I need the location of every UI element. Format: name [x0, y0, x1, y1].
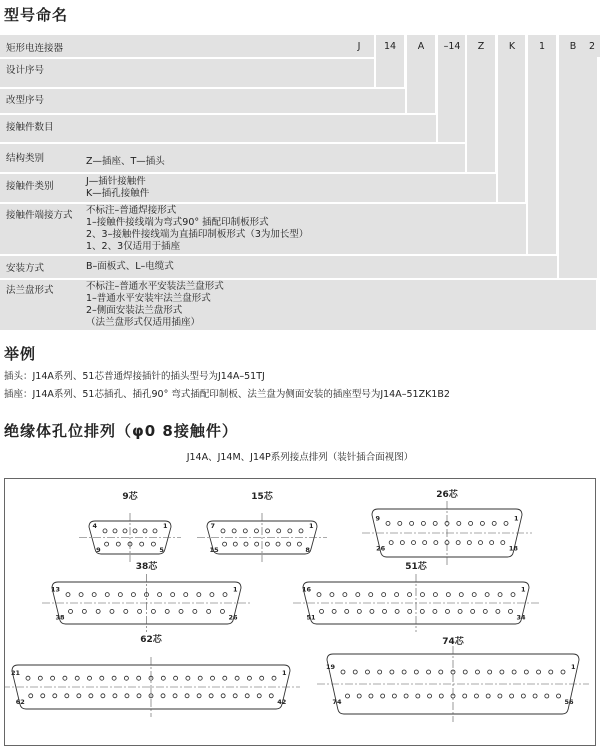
contact-pin [410, 521, 414, 525]
row-label: 接触件类别 [6, 181, 54, 192]
contact-arrangement-panel [4, 478, 596, 746]
contact-pin [521, 694, 525, 698]
contact-pin [478, 541, 482, 545]
contact-pin [75, 676, 79, 680]
pin-number-label: 16 [301, 585, 311, 594]
contact-arrangement-figure [5, 479, 595, 745]
contact-pin [471, 609, 475, 613]
pin-number-label: 1 [521, 585, 526, 594]
contact-pin [220, 609, 224, 613]
contact-pin [549, 670, 553, 674]
contact-pin [561, 670, 565, 674]
contact-pin [63, 676, 67, 680]
pin-number-label: 18 [508, 544, 518, 553]
pin-number-label: 9 [375, 514, 380, 523]
row-desc: 不标注–普通焊接形式 [86, 205, 177, 216]
contact-pin [357, 609, 361, 613]
row-desc: Z—插座、T—插头 [86, 156, 165, 167]
connector-title: 26芯 [436, 490, 458, 500]
contact-pin [165, 609, 169, 613]
contact-pin [439, 694, 443, 698]
contact-pin [356, 593, 360, 597]
connector-title: 51芯 [405, 562, 427, 572]
row-desc: 1–普通水平安装牢法兰盘形式 [86, 293, 211, 304]
contact-pin [53, 694, 57, 698]
pin-number-label: 26 [376, 544, 386, 553]
contact-pin [353, 670, 357, 674]
contact-pin [161, 694, 165, 698]
contact-pin [381, 694, 385, 698]
contact-pin [124, 609, 128, 613]
pin-number-label: 1 [309, 521, 314, 530]
contact-pin [320, 609, 324, 613]
contact-pin [433, 593, 437, 597]
contact-pin [186, 676, 190, 680]
connector-title: 9芯 [122, 492, 138, 502]
row-bg [0, 144, 465, 172]
contact-pin [498, 694, 502, 698]
contact-pin [299, 529, 303, 533]
pin-number-label: 74 [332, 698, 342, 706]
contact-pin [235, 676, 239, 680]
contact-pin [389, 541, 393, 545]
contact-pin [378, 670, 382, 674]
contact-pin [207, 609, 211, 613]
contact-pin [537, 670, 541, 674]
contact-pin [174, 676, 178, 680]
contact-pin [257, 694, 261, 698]
pin-number-label: 1 [282, 669, 287, 678]
contact-pin [488, 670, 492, 674]
row-bg [0, 89, 405, 113]
code-letter: 2 [588, 41, 596, 52]
row-desc: B–面板式、L–电缆式 [86, 261, 174, 272]
contact-pin [330, 593, 334, 597]
contact-pin [414, 670, 418, 674]
row-bg [0, 174, 496, 202]
contact-pin [383, 609, 387, 613]
pin-number-label: 5 [159, 546, 164, 555]
contact-pin [151, 542, 155, 546]
row-label: 接触件数目 [6, 122, 54, 133]
contact-pin [485, 593, 489, 597]
contact-pin [288, 529, 292, 533]
contact-pin [345, 694, 349, 698]
contact-pin [65, 694, 69, 698]
contact-pin [365, 670, 369, 674]
pin-number-label: 1 [163, 521, 168, 530]
contact-pin [486, 694, 490, 698]
contact-pin [77, 694, 81, 698]
code-letter: 1 [538, 41, 546, 52]
contact-pin [221, 529, 225, 533]
contact-pin [459, 593, 463, 597]
contact-pin [428, 694, 432, 698]
example-title: 举例 [4, 345, 37, 363]
row-desc: （法兰盘形式仅适用插座） [86, 317, 201, 328]
contact-pin [395, 593, 399, 597]
contact-pin [260, 676, 264, 680]
pin-number-label: 26 [228, 613, 238, 622]
pin-number-label: 51 [306, 613, 316, 622]
row-label: 法兰盘形式 [6, 285, 54, 296]
row-desc: J—插针接触件 [86, 176, 146, 187]
row-desc: 2–侧面安装法兰盘形式 [86, 305, 183, 316]
contact-pin [498, 593, 502, 597]
contact-pin [341, 670, 345, 674]
contact-pin [434, 541, 438, 545]
contact-pin [29, 694, 33, 698]
contact-pin [317, 593, 321, 597]
contact-pin [421, 521, 425, 525]
contact-pin [345, 609, 349, 613]
contact-pin [96, 609, 100, 613]
row-bg [0, 59, 374, 87]
contact-pin [124, 676, 128, 680]
contact-pin [395, 609, 399, 613]
contact-pin [247, 676, 251, 680]
contact-pin [269, 694, 273, 698]
contact-pin [185, 694, 189, 698]
contact-pin [458, 609, 462, 613]
contact-pin [210, 593, 214, 597]
contact-pin [209, 694, 213, 698]
contact-pin [82, 609, 86, 613]
contact-pin [66, 593, 70, 597]
row-bg [0, 115, 436, 142]
contact-pin [179, 609, 183, 613]
pin-number-label: 1 [233, 585, 238, 594]
contact-pin [343, 593, 347, 597]
contact-pin [89, 694, 93, 698]
contact-pin [423, 541, 427, 545]
contact-pin [38, 676, 42, 680]
contact-pin [533, 694, 537, 698]
contact-pin [197, 593, 201, 597]
contact-pin [92, 593, 96, 597]
contact-pin [433, 609, 437, 613]
contact-pin [508, 609, 512, 613]
contact-pin [496, 609, 500, 613]
pin-number-label: 38 [55, 613, 65, 622]
contact-pin [386, 521, 390, 525]
contact-pin [103, 529, 107, 533]
contact-pin [467, 541, 471, 545]
contact-pin [69, 609, 73, 613]
contact-pin [41, 694, 45, 698]
contact-pin [412, 541, 416, 545]
row-desc: 2、3–接触件接线端为直插印制板形式（3为加长型） [86, 229, 309, 240]
contact-pin [140, 542, 144, 546]
contact-pin [137, 676, 141, 680]
connector-title: 38芯 [135, 562, 158, 572]
contact-pin [332, 609, 336, 613]
contact-pin [79, 593, 83, 597]
contact-pin [480, 521, 484, 525]
contact-pin [500, 670, 504, 674]
figure-caption: J14A、J14M、J14P系列接点排列（装针插合面视图） [186, 452, 414, 463]
contact-pin [463, 670, 467, 674]
pin-number-label: 9 [96, 546, 101, 555]
contact-pin [420, 609, 424, 613]
contact-pin [446, 593, 450, 597]
contact-pin [244, 542, 248, 546]
contact-pin [197, 694, 201, 698]
contact-pin [112, 676, 116, 680]
contact-pin [457, 521, 461, 525]
contact-pin [483, 609, 487, 613]
pin-number-label: 42 [277, 697, 287, 706]
contact-pin [158, 593, 162, 597]
code-column [528, 35, 556, 254]
contact-pin [193, 609, 197, 613]
row-bg [0, 256, 557, 278]
contact-pin [427, 670, 431, 674]
contact-pin [161, 676, 165, 680]
contact-pin [469, 521, 473, 525]
row-desc: 1–接触件接线端为弯式90° 插配印制板形式 [86, 217, 269, 228]
contact-pin [490, 541, 494, 545]
contact-pin [512, 670, 516, 674]
contact-pin [392, 694, 396, 698]
contact-pin [233, 694, 237, 698]
naming-title: 型号命名 [4, 6, 69, 24]
contact-pin [26, 676, 30, 680]
row-desc: 1、2、3仅适用于插座 [86, 241, 181, 252]
contact-pin [143, 529, 147, 533]
contact-pin [266, 529, 270, 533]
contact-pin [138, 609, 142, 613]
contact-pin [472, 593, 476, 597]
contact-pin [510, 694, 514, 698]
contact-pin [223, 676, 227, 680]
contact-pin [475, 670, 479, 674]
contact-pin [272, 676, 276, 680]
contact-pin [100, 676, 104, 680]
contact-pin [125, 694, 129, 698]
contact-pin [416, 694, 420, 698]
contact-pin [297, 542, 301, 546]
contact-pin [463, 694, 467, 698]
code-row-label: 矩形电连接器 [6, 43, 64, 54]
contact-pin [211, 676, 215, 680]
contact-pin [110, 609, 114, 613]
contact-pin [456, 541, 460, 545]
contact-pin [105, 542, 109, 546]
contact-pin [171, 593, 175, 597]
contact-pin [545, 694, 549, 698]
row-label: 设计序号 [6, 65, 45, 76]
contact-pin [382, 593, 386, 597]
contact-pin [118, 593, 122, 597]
pin-number-label: 1 [514, 514, 519, 523]
contact-pin [232, 529, 236, 533]
code-letter: A [417, 41, 425, 52]
contact-pin [445, 609, 449, 613]
contact-pin [439, 670, 443, 674]
contact-pin [173, 694, 177, 698]
contact-pin [243, 529, 247, 533]
pin-number-label: 34 [516, 613, 526, 622]
row-desc: 不标注–普通水平安装法兰盘形式 [86, 281, 224, 292]
code-letter: Z [477, 41, 485, 52]
connector-title: 62芯 [140, 635, 162, 645]
contact-pin [245, 694, 249, 698]
contact-pin [116, 542, 120, 546]
pin-number-label: 15 [209, 546, 219, 555]
pin-number-label: 8 [305, 546, 310, 555]
pin-number-label: 19 [325, 663, 335, 671]
contact-pin [123, 529, 127, 533]
code-column [498, 35, 525, 202]
contact-pin [265, 542, 269, 546]
contact-pin [357, 694, 361, 698]
contact-pin [233, 542, 237, 546]
contact-pin [105, 593, 109, 597]
contact-pin [151, 609, 155, 613]
contact-pin [88, 676, 92, 680]
pin-number-label: 7 [210, 521, 215, 530]
contact-pin [504, 521, 508, 525]
contact-pin [370, 609, 374, 613]
contact-pin [223, 593, 227, 597]
pin-number-label: 21 [10, 669, 20, 678]
contact-pin [113, 529, 117, 533]
example-socket: 插座：J14A系列、51芯插孔、插孔90° 弯式插配印制板、法兰盘为侧面安装的插座型号为J14A–51ZK1B2 [4, 389, 450, 400]
contact-pin [287, 542, 291, 546]
connector-title: 15芯 [251, 492, 273, 502]
contact-pin [492, 521, 496, 525]
contact-pin [400, 541, 404, 545]
contact-pin [420, 593, 424, 597]
contact-pin [223, 542, 227, 546]
row-desc: K—插孔接触件 [86, 188, 150, 199]
contact-pin [276, 542, 280, 546]
contact-pin [184, 593, 188, 597]
row-label: 安装方式 [6, 263, 45, 274]
insulator-title: 绝缘体孔位排列（φ0 8接触件） [4, 422, 238, 440]
row-label: 改型序号 [6, 95, 45, 106]
contact-pin [198, 676, 202, 680]
contact-pin [474, 694, 478, 698]
row-label: 结构类别 [6, 153, 45, 164]
contact-pin [137, 694, 141, 698]
code-letter: J [357, 41, 361, 52]
contact-pin [131, 593, 135, 597]
contact-pin [255, 542, 259, 546]
contact-pin [153, 529, 157, 533]
contact-pin [369, 593, 373, 597]
code-letter: K [508, 41, 516, 52]
connector-title: 74芯 [442, 637, 464, 647]
contact-pin [369, 694, 373, 698]
code-column [467, 35, 495, 172]
contact-pin [101, 694, 105, 698]
contact-pin [277, 529, 281, 533]
contact-pin [133, 529, 137, 533]
contact-pin [433, 521, 437, 525]
contact-pin [254, 529, 258, 533]
pin-number-label: 13 [50, 585, 60, 594]
contact-pin [557, 694, 561, 698]
pin-number-label: 56 [564, 698, 574, 706]
contact-pin [51, 676, 55, 680]
pin-number-label: 62 [15, 697, 25, 706]
pin-number-label: 4 [92, 521, 97, 530]
contact-pin [398, 521, 402, 525]
contact-pin [408, 609, 412, 613]
code-column [559, 35, 597, 278]
contact-pin [404, 694, 408, 698]
contact-pin [511, 593, 515, 597]
contact-pin [408, 593, 412, 597]
contact-pin [113, 694, 117, 698]
contact-pin [390, 670, 394, 674]
contact-pin [501, 541, 505, 545]
code-letter: 14 [383, 41, 397, 52]
example-plug: 插头：J14A系列、51芯普通焊接插针的插头型号为J14A–51TJ [4, 371, 265, 382]
contact-pin [524, 670, 528, 674]
row-label: 接触件端接方式 [6, 210, 73, 221]
code-letter: –14 [443, 41, 461, 52]
code-letter: B [569, 41, 577, 52]
contact-pin [221, 694, 225, 698]
contact-pin [402, 670, 406, 674]
pin-number-label: 1 [571, 663, 576, 671]
